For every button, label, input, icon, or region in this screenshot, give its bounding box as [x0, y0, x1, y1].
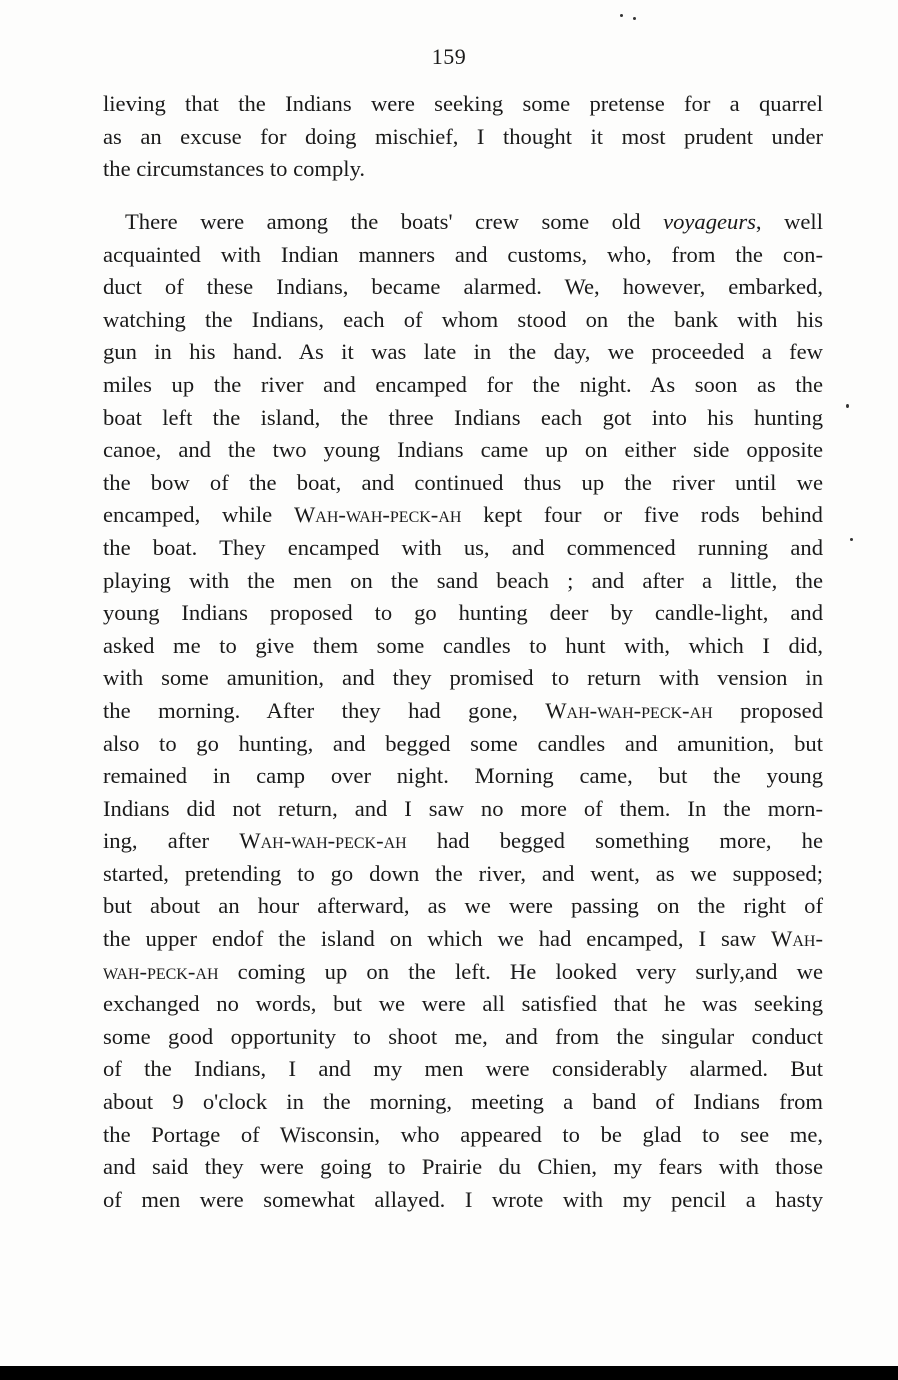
text-line: Indians did not return, and I saw no more of them. In the morn-	[103, 795, 823, 821]
text-line: the bow of the boat, and continued thus up the river until we	[103, 469, 823, 495]
print-speck	[620, 14, 623, 17]
text-line: duct of these Indians, became alarmed. We, however, embarked,	[103, 274, 823, 300]
text-line: but about an hour afterward, as we were passing on the right of	[103, 893, 823, 919]
print-speck	[633, 17, 636, 20]
text-line: canoe, and the two young Indians came up on either side opposite	[103, 437, 823, 463]
text-run: coming up on the left. He looked very surly,and we	[218, 958, 823, 984]
text-line: started, pretending to go down the river, and went, as we supposed;	[103, 860, 823, 886]
small-caps-name: Wah-	[771, 926, 823, 952]
text-line: miles up the river and encamped for the night. As soon as the	[103, 371, 823, 397]
text-run: proposed	[712, 697, 823, 723]
text-line: the boat. They encamped with us, and commenced running and	[103, 534, 823, 560]
text-line: boat left the island, the three Indians each got into his hunting	[103, 404, 823, 430]
text-line: exchanged no words, but we were all satisfied that he was seeking	[103, 991, 823, 1017]
text-line: young Indians proposed to go hunting deer by candle-light, and	[103, 600, 823, 626]
text-line: some good opportunity to shoot me, and from the singular conduct	[103, 1023, 823, 1049]
text-run: , well	[755, 209, 823, 234]
text-line: the circumstances to comply.	[103, 156, 366, 182]
paragraph-voyageurs	[103, 206, 823, 1216]
text-line: of men were somewhat allayed. I wrote with my pencil a hasty	[103, 1186, 823, 1212]
text-line: with some amunition, and they promised to return with vension in	[103, 665, 823, 691]
text-run: had begged something more, he	[406, 828, 823, 854]
text-line: also to go hunting, and begged some candles and amunition, but	[103, 730, 823, 756]
scan-edge-bar	[0, 1366, 898, 1380]
print-speck	[850, 538, 853, 541]
text-line: the Portage of Wisconsin, who appeared to be glad to see me,	[103, 1121, 823, 1147]
page-number: 159	[431, 44, 467, 69]
text-run: encamped, while	[103, 502, 294, 528]
text-line: gun in his hand. As it was late in the day, we proceeded a few	[103, 339, 823, 365]
text-line: watching the Indians, each of whom stood on the bank with his	[103, 306, 823, 332]
text-line: about 9 o'clock in the morning, meeting a band of Indians from	[103, 1089, 823, 1115]
text-line: remained in camp over night. Morning came, but the young	[103, 763, 823, 789]
text-line	[103, 206, 823, 239]
text-run: There were among the boats' crew some old	[125, 209, 664, 234]
paragraph-continuation	[103, 88, 823, 186]
text-line: as an excuse for doing mischief, I thought it most prudent under	[103, 123, 823, 149]
text-line	[103, 956, 823, 989]
text-line: asked me to give them some candles to hunt with, which I did,	[103, 632, 823, 658]
print-speck	[846, 404, 849, 408]
italic-word: voyageurs	[663, 209, 756, 234]
text-line: playing with the men on the sand beach ; and after a little, the	[103, 567, 823, 593]
text-run: kept four or five rods behind	[461, 502, 823, 528]
text-line	[103, 695, 823, 728]
text-run: the upper endof the island on which we had encamped, I saw	[103, 926, 772, 952]
small-caps-name: wah-peck-ah	[103, 958, 219, 984]
text-run: ing, after	[103, 828, 240, 854]
text-line	[103, 825, 823, 858]
small-caps-name: Wah-wah-peck-ah	[545, 697, 713, 723]
text-line: lieving that the Indians were seeking some pretense for a quarrel	[103, 91, 823, 116]
text-run: the morning. After they had gone,	[103, 697, 546, 723]
text-line	[103, 923, 823, 956]
small-caps-name: Wah-wah-peck-ah	[239, 828, 407, 854]
text-line: and said they were going to Prairie du Chien, my fears with those	[103, 1154, 823, 1180]
text-line: of the Indians, I and my men were considerably alarmed. But	[103, 1056, 823, 1082]
text-line	[103, 499, 823, 532]
text-line: acquainted with Indian manners and customs, who, from the con-	[103, 241, 823, 267]
small-caps-name: Wah-wah-peck-ah	[293, 502, 462, 528]
